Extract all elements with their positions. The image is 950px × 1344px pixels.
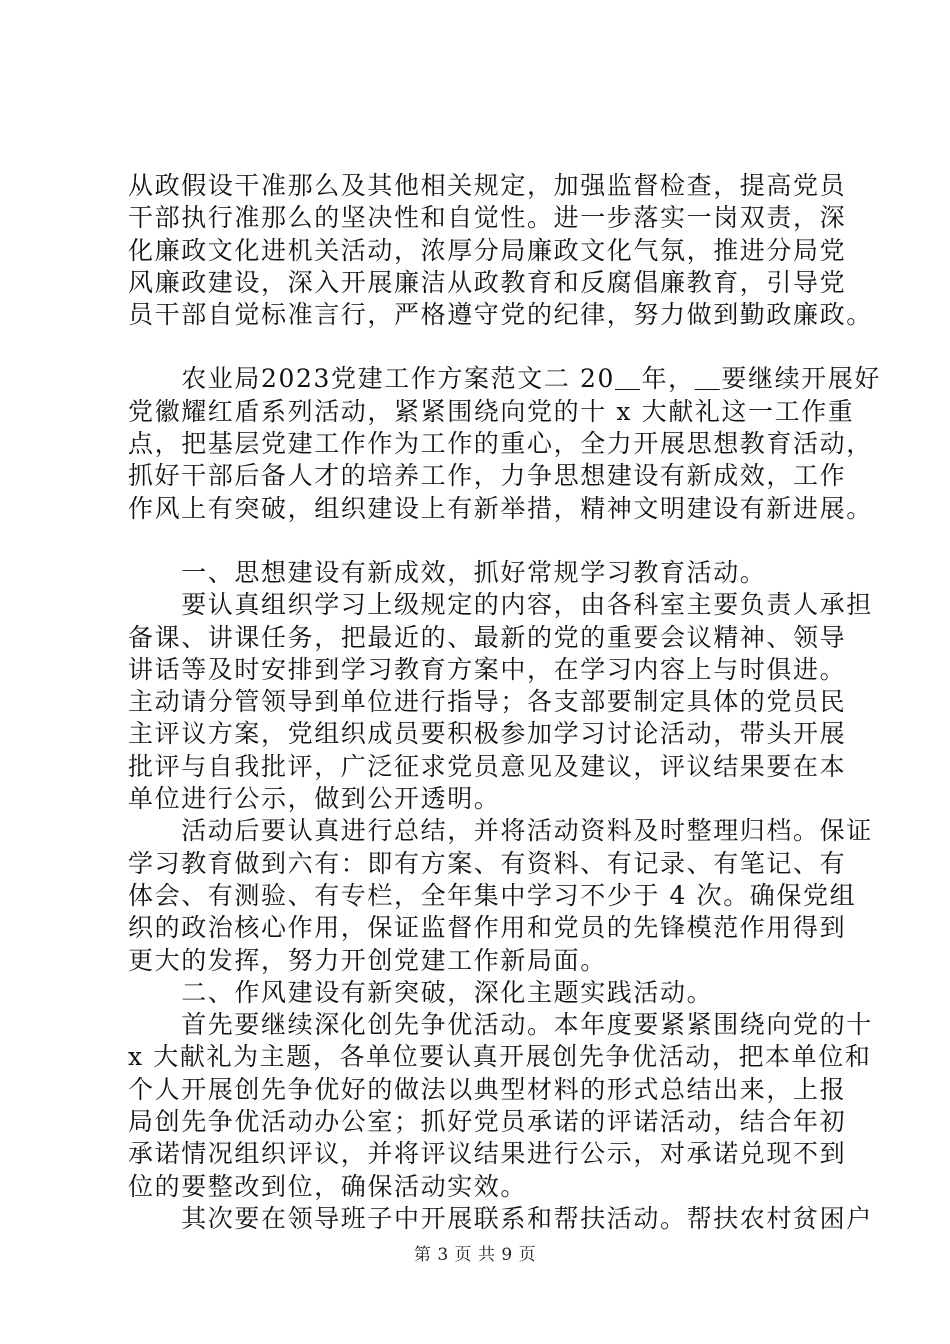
- text-line: 抓好干部后备人才的培养工作，力争思想建设有新成效，工作: [128, 461, 847, 491]
- paragraph-gap: [128, 525, 840, 557]
- text-line: 风廉政建设，深入开展廉洁从政教育和反腐倡廉教育，引导党: [128, 267, 847, 297]
- text-line: 单位进行公示，做到公开透明。: [128, 784, 501, 814]
- text-line: 活动后要认真进行总结，并将活动资料及时整理归档。保证: [128, 816, 873, 846]
- text-line: 个人开展创先争优好的做法以典型材料的形式总结出来，上报: [128, 1074, 847, 1104]
- paragraph-gap: [128, 331, 840, 363]
- text-line: 要认真组织学习上级规定的内容，由各科室主要负责人承担: [128, 590, 873, 620]
- text-line: 党徽耀红盾系列活动，紧紧围绕向党的十 x 大献礼这一工作重: [128, 396, 855, 426]
- text-line: 干部执行准那么的坚决性和自觉性。进一步落实一岗双责，深: [128, 203, 847, 233]
- text-line: 备课、讲课任务，把最近的、最新的党的重要会议精神、领导: [128, 622, 847, 652]
- text-line: 学习教育做到六有：即有方案、有资料、有记录、有笔记、有: [128, 848, 847, 878]
- section-heading: 二、作风建设有新突破，深化主题实践活动。: [128, 977, 714, 1007]
- paragraph: [128, 363, 881, 524]
- text-line: 员干部自觉标准言行，严格遵守党的纪律，努力做到勤政廉政。: [128, 300, 873, 330]
- text-line: 更大的发挥，努力开创党建工作新局面。: [128, 945, 607, 975]
- text-line: 织的政治核心作用，保证监督作用和党员的先锋模范作用得到: [128, 913, 847, 943]
- text-line: 局创先争优活动办公室；抓好党员承诺的评诺活动，结合年初: [128, 1107, 847, 1137]
- text-line: 主动请分管领导到单位进行指导；各支部要制定具体的党员民: [128, 687, 847, 717]
- paragraph: [128, 557, 873, 1235]
- text-line: 化廉政文化进机关活动，浓厚分局廉政文化气氛，推进分局党: [128, 235, 847, 265]
- text-line: 点，把基层党建工作作为工作的重心，全力开展思想教育活动，: [128, 429, 873, 459]
- paragraph: [128, 170, 873, 331]
- text-line: 作风上有突破，组织建设上有新举措，精神文明建设有新进展。: [128, 493, 873, 523]
- text-line: 位的要整改到位，确保活动实效。: [128, 1171, 528, 1201]
- text-line: x 大献礼为主题，各单位要认真开展创先争优活动，把本单位和: [128, 1042, 872, 1072]
- text-line: 从政假设干准那么及其他相关规定，加强监督检查，提高党员: [128, 171, 847, 200]
- text-line: 批评与自我批评，广泛征求党员意见及建议，评议结果要在本: [128, 751, 847, 781]
- text-line: 首先要继续深化创先争优活动。本年度要紧紧围绕向党的十: [128, 1010, 873, 1040]
- text-line: 体会、有测验、有专栏，全年集中学习不少于 4 次。确保党组: [128, 880, 857, 910]
- text-line: 承诺情况组织评议，并将评议结果进行公示，对承诺兑现不到: [128, 1139, 847, 1169]
- text-line: 农业局2023党建工作方案范文二 20＿年，＿要继续开展好: [128, 364, 881, 394]
- text-line: 其次要在领导班子中开展联系和帮扶活动。帮扶农村贫困户: [128, 1203, 873, 1233]
- text-line: 主评议方案，党组织成员要积极参加学习讨论活动，带头开展: [128, 719, 847, 749]
- section-heading: 一、思想建设有新成效，抓好常规学习教育活动。: [128, 557, 767, 587]
- page-number-footer: 第 3 页 共 9 页: [413, 1245, 537, 1265]
- document-body: [128, 170, 881, 1235]
- text-line: 讲话等及时安排到学习教育方案中，在学习内容上与时俱进。: [128, 654, 847, 684]
